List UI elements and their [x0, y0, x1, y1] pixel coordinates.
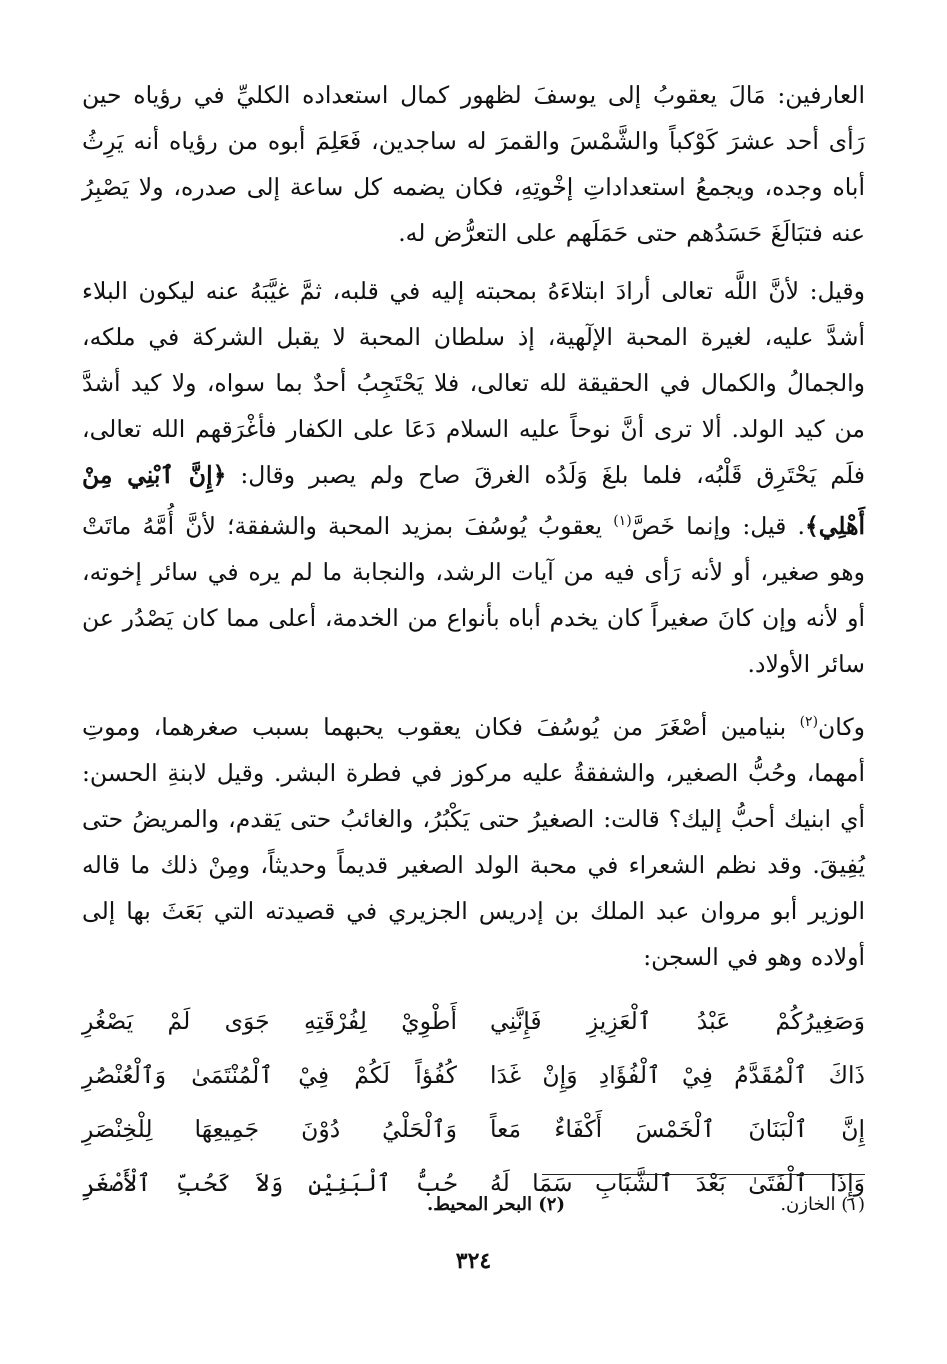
poem-hemistich-left: كُفُؤاً لَكُمْ فِيْ ٱلْمُنْتَمَىٰ وَٱلْعُنْصُرِ: [82, 1060, 457, 1089]
poem-line: [82, 1048, 865, 1102]
footnote-divider: [542, 1174, 865, 1175]
page-number: ٣٢٤: [455, 1248, 492, 1274]
poem-hemistich-right: وَصَغِيرُكُمْ عَبْدُ ٱلْعَزِيزِ فَإِنَّنِي: [490, 1006, 865, 1035]
quran-quote: ﴿إِنَّ ٱبْنِي مِنْ أَهْلِي﴾: [82, 461, 865, 540]
footnote-ref-2: (٢): [799, 713, 819, 730]
poem-hemistich-left: حُبُّ ٱلْبَنِيْنِ وَلاَ كَحُبِّ ٱلْأَصْغَرِ: [82, 1168, 457, 1197]
paragraph-2: [82, 268, 865, 687]
paragraph-3: [82, 699, 865, 980]
paragraph-3-text-a: وكان: [818, 712, 865, 741]
footnote-1: (١) الخازن.: [780, 1194, 865, 1215]
paragraph-3-text-b: بنيامين أصْغَرَ من يُوسُفَ فكان يعقوب يحبهما بسبب صغرهما، وموتِ أمهما، وحُبُّ الصغير، والشفقةُ عليه مركوز في فطرة البشر. وقيل لابنةِ الحسن: أي ابنيك أحبُّ إليك؟ قالت: الصغيرُ حتى يَكْبُرُ، والغائبُ حتى يَقدم، والمريضُ حتى يُفِيقَ. وقد نظم الشعراء في محبة الولد الصغير قديماً وحديثاً، ومِنْ ذلك ما قاله الوزير أبو مروان عبد الملك بن إدريس الجزيري في قصيدته التي بَعَثَ بها إلى أولاده وهو في السجن:: [82, 712, 865, 971]
poem-hemistich-left: وَٱلْحَلْيُ دُوْنَ جَمِيعِهَا لِلْخِنْصَرِ: [82, 1114, 457, 1143]
footnote-2: (٢) البحر المحيط.: [426, 1194, 565, 1215]
paragraph-2-text-a: وقيل: لأنَّ اللَّه تعالى أرادَ ابتلاءَهُ بمحبته إليه في قلبه، ثمَّ غيَّبَهُ عنه ليكون البلاء أشدَّ عليه، لغيرة المحبة الإلٓهية، إذ سلطان المحبة لا يقبل الشركة في ملكه، والجمالُ والكمال في الحقيقة لله تعالى، فلا يَحْتَجِبُ أحدٌ بما سواه، ولا كيد أشدَّ من كيد الولد. ألا ترى أنَّ نوحاً عليه السلام دَعَا على الكفار فأغْرَقهم الله تعالى، فلَم يَحْتَرِق قَلْبُه، فلما بلغَ وَلَدُه الغرقَ صاح ولم يصبر وقال:: [82, 277, 865, 489]
poem-line: [82, 994, 865, 1048]
paragraph-1-text: العارفين: مَالَ يعقوبُ إلى يوسفَ لظهور كمال استعداده الكليِّ في رؤياه حين رَأى أحد عشرَ كَوْكباً والشَّمْسَ والقمرَ له ساجدين، فَعَلِمَ أبوه من رؤياه أنه يَرِثُ أباه وجده، ويجمعُ استعداداتِ إخْوتِهِ، فكان يضمه كل ساعة إلى صدره، ولا يَصْبِرُ عنه فتبَالَغَ حَسَدُهم حتى حَمَلَهم على التعرُّض له.: [82, 81, 866, 247]
paragraph-2-text-b: . قيل: وإنما خَصَّ: [631, 511, 805, 540]
footnote-row: [82, 1194, 865, 1215]
poem-hemistich-right: ذَاكَ ٱلْمُقَدَّمُ فِيْ ٱلْفُؤَادِ وَإِنْ غَدَا: [490, 1060, 865, 1089]
poem: [82, 994, 865, 1210]
poem-line: [82, 1102, 865, 1156]
page-body: [82, 72, 865, 1210]
paragraph-1: [82, 72, 865, 256]
poem-hemistich-left: أَطْوِيْ لِفُرْقَتِهِ جَوَى لَمْ يَصْغُرِ: [82, 1006, 457, 1035]
poem-hemistich-right: إِنَّ ٱلْبَنَانَ ٱلْخَمْسَ أَكْفَاءٌ مَعاً: [490, 1114, 865, 1143]
footnote-ref-1: (١): [613, 513, 632, 529]
paragraph-2-text-c: يعقوبُ يُوسُفَ بمزيد المحبة والشفقة؛ لأنَّ أُمَّهُ ماتَتْ وهو صغير، أو لأنه رَأى فيه من آيات الرشد، والنجابة ما لم يره في سائر إخوته، أو لأنه وإن كانَ صغيراً كان يخدم أباه بأنواع من الخدمة، أعلى مما كان يَصْدُر عن سائر الأولاد.: [82, 511, 865, 678]
poem-hemistich-right: وَإِذَا ٱلْفَتَىٰ بَعْدَ ٱلشَّبَابِ سَمَا لَهُ: [490, 1168, 865, 1197]
